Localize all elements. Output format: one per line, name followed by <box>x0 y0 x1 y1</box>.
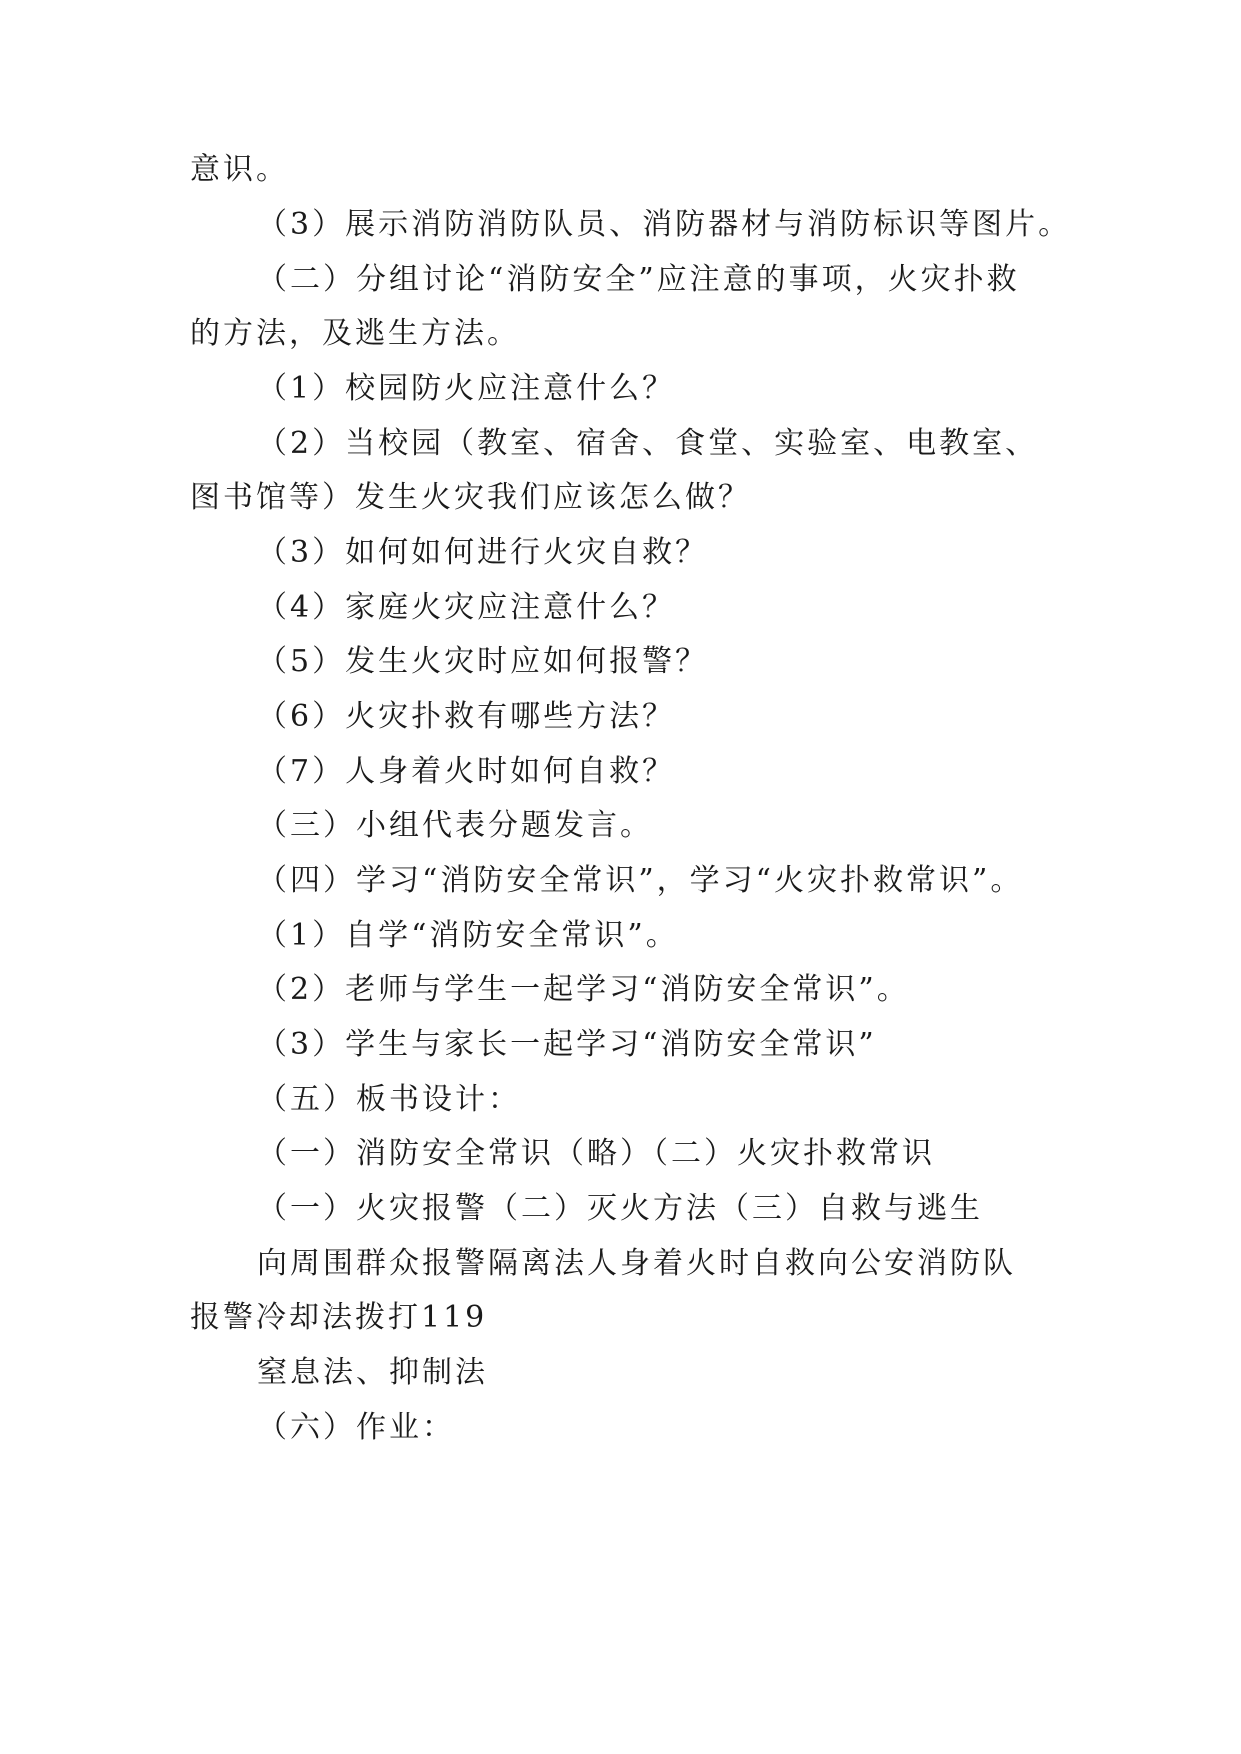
text-line: （3）展示消防消防队员、消防器材与消防标识等图片。 <box>257 207 1072 242</box>
text-line: （六）作业： <box>257 1410 455 1445</box>
text-line: 的方法，及逃生方法。 <box>190 316 520 351</box>
text-line: （4）家庭火灾应注意什么？ <box>257 590 676 625</box>
text-line: 图书馆等）发生火灾我们应该怎么做？ <box>190 480 751 515</box>
text-line: 窒息法、抑制法 <box>257 1355 488 1390</box>
text-line: （3）如何如何进行火灾自救？ <box>257 535 709 570</box>
text-line: （一）消防安全常识（略）（二）火灾扑救常识 <box>257 1136 935 1171</box>
text-line: 向周围群众报警隔离法人身着火时自救向公安消防队 <box>257 1246 1016 1281</box>
text-line: （二）分组讨论“消防安全”应注意的事项，火灾扑救 <box>257 262 1020 297</box>
text-line: （2）老师与学生一起学习“消防安全常识”。 <box>257 972 910 1007</box>
text-line: （四）学习“消防安全常识”，学习“火灾扑救常识”。 <box>257 863 1024 898</box>
text-line: （1）校园防火应注意什么？ <box>257 371 676 406</box>
text-line: （1）自学“消防安全常识”。 <box>257 918 679 953</box>
text-line: （3）学生与家长一起学习“消防安全常识” <box>257 1027 877 1062</box>
text-line: （7）人身着火时如何自救？ <box>257 754 676 789</box>
text-line: （三）小组代表分题发言。 <box>257 808 653 843</box>
text-line: （6）火灾扑救有哪些方法？ <box>257 699 676 734</box>
text-line: （五）板书设计： <box>257 1082 521 1117</box>
text-line: （一）火灾报警（二）灭火方法（三）自救与逃生 <box>257 1191 983 1226</box>
text-line: 报警冷却法拨打119 <box>190 1300 488 1335</box>
text-line: 意识。 <box>190 152 289 187</box>
text-line: （5）发生火灾时应如何报警？ <box>257 644 709 679</box>
text-line: （2）当校园（教室、宿舍、食堂、实验室、电教室、 <box>257 426 1039 461</box>
